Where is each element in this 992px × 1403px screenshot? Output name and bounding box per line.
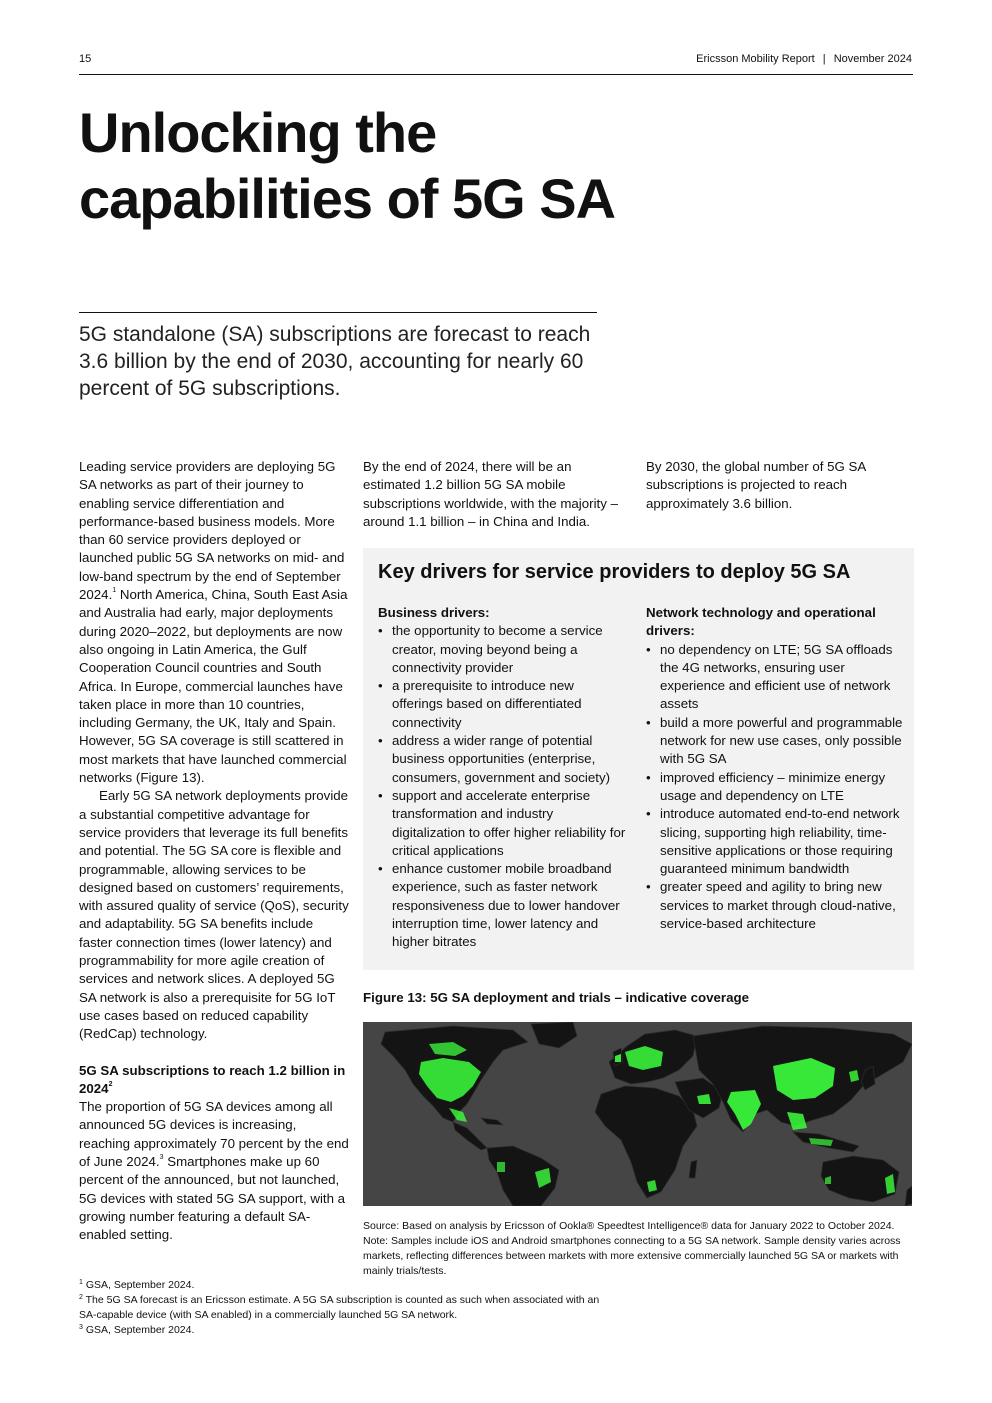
intro-rule [79, 312, 597, 313]
business-drivers-heading: Business drivers: [378, 605, 490, 620]
key-drivers-box [363, 548, 914, 970]
list-item: • the opportunity to become a service creator, moving beyond being a connectivity provider [378, 623, 603, 675]
bullet-icon: • [646, 879, 651, 895]
network-drivers [646, 604, 904, 933]
list-item: • address a wider range of potential business opportunities (enterprise, consumers, government and society) [378, 733, 611, 785]
bullet-icon: • [646, 641, 651, 657]
page-title: Unlocking the capabilities of 5G SA [79, 101, 616, 230]
world-map-graphic [363, 1022, 912, 1206]
list-item: • improved efficiency – minimize energy usage and dependency on LTE [646, 769, 886, 803]
footnote-ref-1: 1 [112, 587, 117, 595]
col3-paragraph-1: By 2030, the global number of 5G SA subscriptions is projected to reach approximately 3.6 billion. [646, 459, 866, 511]
footnote-ref-3: 3 [159, 1153, 164, 1161]
footnote-3: $^3$ GSA, September 2024. [79, 1324, 195, 1336]
list-item: • greater speed and agility to bring new services to market through cloud-native, service-based architecture [646, 879, 896, 932]
footnote-2: $^2$ The 5G SA forecast is an Ericsson estimate. A 5G SA subscription is counted as such when associated with an SA-capable device (with SA enabled) in a commercially launched 5G SA network. [79, 1294, 600, 1321]
business-drivers-list [378, 622, 626, 951]
list-item: • introduce automated end-to-end network slicing, supporting high reliability, time-sensitive applications or those requiring guaranteed minimum bandwidth [646, 806, 900, 877]
footnote-ref-2: 2 [108, 1080, 113, 1088]
coverage-map [363, 1022, 912, 1206]
bullet-icon: • [646, 769, 651, 785]
list-item: • build a more powerful and programmable network for new use cases, only possible with 5G SA [646, 714, 903, 767]
header-separator: | [822, 53, 826, 65]
figure-source-note: Source: Based on analysis by Ericsson of Ookla® Speedtest Intelligence® data for January 2022 to October 2024. Note: Samples include iOS and Android smartphones connecting to a 5G SA network. Sample density varies across markets, reflecting differences between markets with more extensive commercially launched 5G SA or markets with mainly trials/tests. [363, 1220, 901, 1277]
bullet-icon: • [378, 678, 383, 694]
col2-paragraph-1: By the end of 2024, there will be an estimated 1.2 billion 5G SA mobile subscriptions worldwide, with the majority – around 1.1 billion – in China and India. [363, 459, 618, 529]
bullet-icon: • [378, 787, 383, 803]
bullet-icon: • [378, 733, 383, 749]
bullet-icon: • [646, 806, 651, 822]
col1-paragraph-1: Leading service providers are deploying 5G SA networks as part of their journey to enabling service differentiation and performance-based business models. More than 60 service providers deployed or launched public 5G SA networks on mid- and low-band spectrum by the end of September 2024.$^1$ North America, China, South East Asia and Australia had early, major deployments during 2020–2022, but deployments are now also ongoing in Latin America, the Gulf Cooperation Council countries and South Africa. In Europe, commercial launches have taken place in more than 10 countries, including Germany, the UK, Italy and Spain. However, 5G SA coverage is still scattered in most markets that have launched commercial networks (Figure 13). [79, 459, 348, 786]
coverage-andes [497, 1162, 505, 1172]
body-column-2 [363, 458, 631, 531]
body-column-3 [646, 458, 908, 513]
figure-caption: Figure 13: 5G SA deployment and trials – indicative coverage [363, 990, 749, 1005]
bullet-icon: • [378, 861, 383, 877]
col1-paragraph-3: The proportion of 5G SA devices among all announced 5G devices is increasing, reaching approximately 70 percent by the end of June 2024.$^3$ Smartphones make up 60 percent of the announced, but not launched, 5G devices with stated 5G SA support, with a growing number featuring a default SA-enabled setting. [79, 1099, 349, 1243]
bullet-icon: • [646, 714, 651, 730]
list-item: • enhance customer mobile broadband experience, such as faster network responsiveness due to lower handover interruption time, lower latency and higher bitrates [378, 861, 620, 950]
report-title: Ericsson Mobility Report [696, 53, 815, 65]
network-drivers-list [646, 641, 904, 934]
list-item: • a prerequisite to introduce new offerings based on differentiated connectivity [378, 678, 582, 730]
business-drivers [378, 604, 626, 952]
running-header [696, 53, 912, 65]
bullet-icon: • [378, 623, 383, 639]
intro-lead: 5G standalone (SA) subscriptions are forecast to reach 3.6 billion by the end of 2030, accounting for nearly 60 percent of 5G subscriptions. [79, 323, 591, 400]
col1-paragraph-2: Early 5G SA network deployments provide a substantial competitive advantage for service providers that leverage its full benefits and potential. The 5G SA core is flexible and programmable, allowing services to be designed based on customers’ requirements, with assured quality of service (QoS), security and adaptability. 5G SA benefits include faster connection times (lower latency) and programmability for more agile creation of services and network slices. A deployed 5G SA network is also a prerequisite for 5G IoT use cases based on reduced capability (RedCap) technology. [79, 788, 349, 1042]
list-item: • no dependency on LTE; 5G SA offloads the 4G networks, ensuring user experience and efficient use of network assets [646, 641, 893, 712]
section-subheading: 5G SA subscriptions to reach 1.2 billion in 2024$^2$ [79, 1062, 346, 1096]
header-rule [79, 74, 913, 75]
network-drivers-heading: Network technology and operational drivers: [646, 605, 876, 639]
page-number: 15 [79, 53, 92, 65]
key-drivers-title: Key drivers for service providers to deploy 5G SA [378, 561, 851, 583]
list-item: • support and accelerate enterprise transformation and industry digitalization to offer higher reliability for critical applications [378, 787, 626, 858]
body-column-1 [79, 458, 349, 1244]
footnote-1: $^1$ GSA, September 2024. [79, 1279, 195, 1291]
report-date: November 2024 [833, 53, 912, 65]
